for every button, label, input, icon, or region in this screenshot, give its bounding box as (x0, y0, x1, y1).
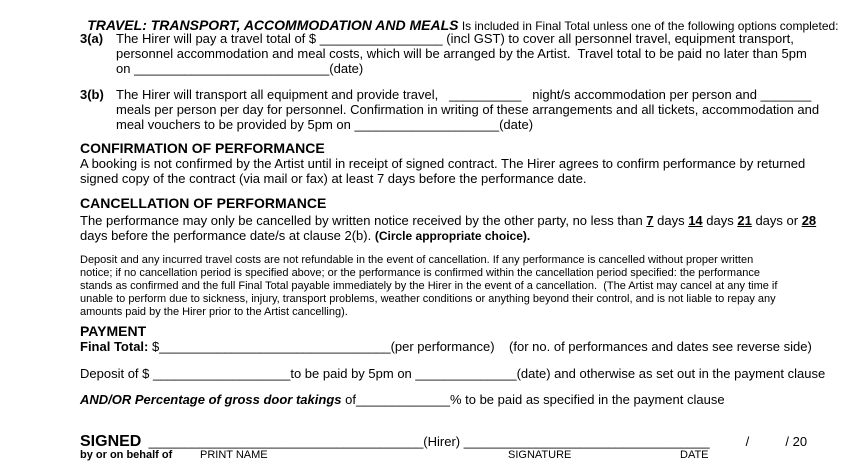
days-text-2: days (702, 213, 738, 228)
travel-heading-note: Is included in Final Total unless one of the following options completed: (458, 19, 839, 33)
cancellation-para-line-5: amounts paid by the Hirer prior to the Artist cancelling). (80, 306, 348, 318)
deposit-line: Deposit of $ ___________________to be paid by 5pm on ______________(date) and otherwise as set out in the payment clause (80, 366, 826, 381)
days-choice-21: 21 (737, 213, 752, 228)
option-3a-line-1: The Hirer will pay a travel total of $ _________________ (incl GST) to cover all personnel travel, equipment transport, (116, 31, 794, 46)
percentage-label: AND/OR Percentage of gross door takings (80, 392, 342, 407)
cancellation-line-1 (80, 213, 816, 228)
option-3b-line-1: The Hirer will transport all equipment and provide travel, __________ night/s accommodation per person and _______ (116, 87, 812, 102)
option-3b-number: 3(b) (80, 87, 104, 102)
confirmation-heading: CONFIRMATION OF PERFORMANCE (80, 140, 325, 156)
travel-heading-line (80, 3, 839, 33)
cancellation-para-line-1: Deposit and any incurred travel costs are not refundable in the event of cancellation. If any performance is cancelled without proper written (80, 254, 754, 266)
cancellation-line-1-text: The performance may only be cancelled by written notice received by the other party, no less than (80, 213, 647, 228)
option-3a-line-3: on ___________________________(date) (116, 61, 364, 76)
payment-heading: PAYMENT (80, 323, 147, 339)
percentage-line (80, 392, 725, 407)
percentage-field: of_____________% to be paid as specified in the payment clause (341, 392, 725, 407)
final-total-line (80, 339, 812, 354)
days-text-3: days or (751, 213, 802, 228)
days-choice-28: 28 (801, 213, 817, 228)
days-choice-14: 14 (688, 213, 703, 228)
option-3b-line-3: meal vouchers to be provided by 5pm on ____________________(date) (116, 117, 534, 132)
cancellation-para-line-3: stands as confirmed and the full Final Total payable immediately by the Hirer in the event of a cancellation. (The Artist may cancel at any time if (80, 280, 778, 292)
cancellation-line-2-text: days before the performance date/s at clause 2(b). (80, 228, 375, 243)
cancellation-heading: CANCELLATION OF PERFORMANCE (80, 195, 327, 211)
cancellation-para-line-4: unable to perform due to sickness, injury, transport problems, weather conditions or anything beyond their control, and is not liable to repay any (80, 293, 776, 305)
option-3a-line-2: personnel accommodation and meal costs, which will be arranged by the Artist. Travel total to be paid no later than 5pm (116, 46, 807, 61)
circle-choice-note: (Circle appropriate choice). (374, 229, 531, 243)
date-label: DATE (680, 449, 709, 461)
signature-label: SIGNATURE (508, 449, 572, 461)
signature-fields: ______________________________________(Hirer) __________________________________ / / 20 (141, 434, 808, 449)
by-or-on-behalf-label: by or on behalf of (80, 449, 173, 461)
confirmation-line-2: signed copy of the contract (via mail or fax) at least 7 days before the performance date. (80, 171, 587, 186)
cancellation-para-line-2: notice; if no cancellation period is specified above; or the performance is confirmed within the cancellation period specified: the performance (80, 267, 760, 279)
travel-heading: TRAVEL: TRANSPORT, ACCOMMODATION AND MEALS (87, 17, 459, 33)
days-choice-7: 7 (646, 213, 654, 228)
option-3b-line-2: meals per person per day for personnel. Confirmation in writing of these arrangements and all tickets, accommodation and (116, 102, 820, 117)
final-total-field: $________________________________(per performance) (for no. of performances and dates see reverse side) (148, 339, 812, 354)
option-3a-number: 3(a) (80, 31, 104, 46)
days-text-1: days (653, 213, 689, 228)
cancellation-line-2 (80, 228, 530, 243)
confirmation-line-1: A booking is not confirmed by the Artist until in receipt of signed contract. The Hirer agrees to confirm performance by returned (80, 156, 806, 171)
print-name-label: PRINT NAME (200, 449, 268, 461)
signed-label: SIGNED (80, 433, 142, 450)
final-total-label: Final Total: (80, 339, 149, 354)
